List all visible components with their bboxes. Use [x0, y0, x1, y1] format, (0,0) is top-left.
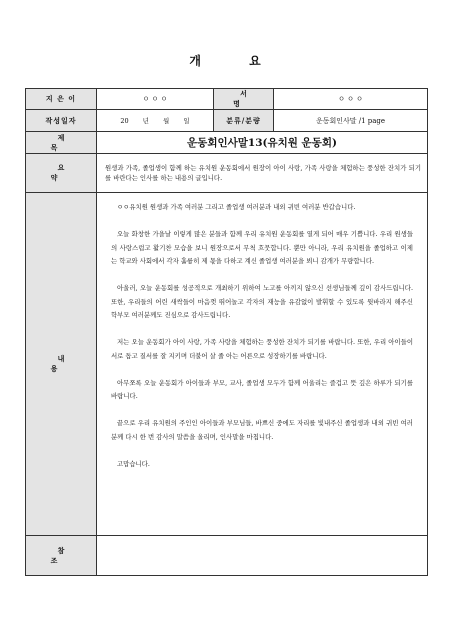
author-value: ㅇ ㅇ ㅇ [97, 89, 214, 110]
signature-label: 서 명 [214, 89, 274, 110]
category-value: 운동회인사말 /1 page [274, 110, 428, 132]
content-label: 내 용 [26, 193, 97, 536]
reference-value [97, 536, 428, 576]
content-paragraph: 고맙습니다. [117, 459, 150, 468]
author-label: 지 은 이 [26, 89, 97, 110]
title-label: 제 목 [26, 132, 97, 154]
content-paragraph: 저는 오늘 운동회가 아이 사랑, 가족 사랑을 체험하는 풍성한 잔치가 되기를 바랍니다. 또한, 우리 아이들이 서로 돕고 질서를 잘 지키며 더불어 살 줄 아는 어른으로 성장하기를 바랍니다. [111, 338, 413, 360]
date-value: 20 년 월 일 [97, 110, 214, 132]
reference-label: 참 조 [26, 536, 97, 576]
document-info-table [25, 88, 428, 576]
content-paragraph: 오늘 화창한 가을날 이렇게 많은 분들과 함께 우리 유치원 운동회를 열게 되어 매우 기쁩니다. 우리 원생들의 사랑스럽고 활기찬 모습을 보니 원장으로서 무척 흐뭇합니다. 뿐만 아니라, 우리 유치원을 졸업하고 이제는 학교와 사회에서 각자 훌륭히 제 몫을 다하고 계신 졸업생 여러분을 뵈니 감개가 무량합니다. [111, 230, 413, 265]
category-label: 분류/분량 [214, 110, 274, 132]
content-body [97, 193, 428, 536]
document-title: 운동회인사말13(유치원 운동회) [97, 132, 428, 154]
summary-text: 원생과 가족, 졸업생이 함께 하는 유치원 운동회에서 원장이 아이 사랑, 가족 사랑을 체험하는 풍성한 잔치가 되기를 바란다는 인사를 하는 내용의 글입니다. [97, 154, 428, 193]
date-label: 작성일자 [26, 110, 97, 132]
content-paragraph: 아무쪼록 오늘 운동회가 아이들과 부모, 교사, 졸업생 모두가 함께 어울리는 즐겁고 뜻 깊은 하루가 되기를 바랍니다. [111, 378, 413, 400]
content-paragraph: ㅇㅇ유치원 원생과 가족 여러분 그리고 졸업생 여러분과 내외 귀빈 여러분 반갑습니다. [117, 203, 356, 211]
content-paragraph: 아울러, 오늘 운동회를 성공적으로 개최하기 위하여 노고를 아끼지 않으신 선생님들께 깊이 감사드립니다. 또한, 우리들의 어린 새싹들이 마음껏 뛰어놀고 각자의 재능을 유감없이 발휘할 수 있도록 뒷바라지 해주신 학부모 여러분께도 진심으로 감사드립니다. [111, 284, 413, 319]
signature-value: ㅇ ㅇ ㅇ [274, 89, 428, 110]
page-title: 개 요 [189, 54, 283, 68]
summary-label: 요 약 [26, 154, 97, 193]
content-paragraph: 끝으로 우리 유치원의 주인인 아이들과 부모님들, 바쁘신 중에도 자리를 빛내주신 졸업생과 내외 귀빈 여러분께 다시 한 번 감사의 말씀을 올리며, 인사말을 마칩니다. [111, 419, 413, 441]
